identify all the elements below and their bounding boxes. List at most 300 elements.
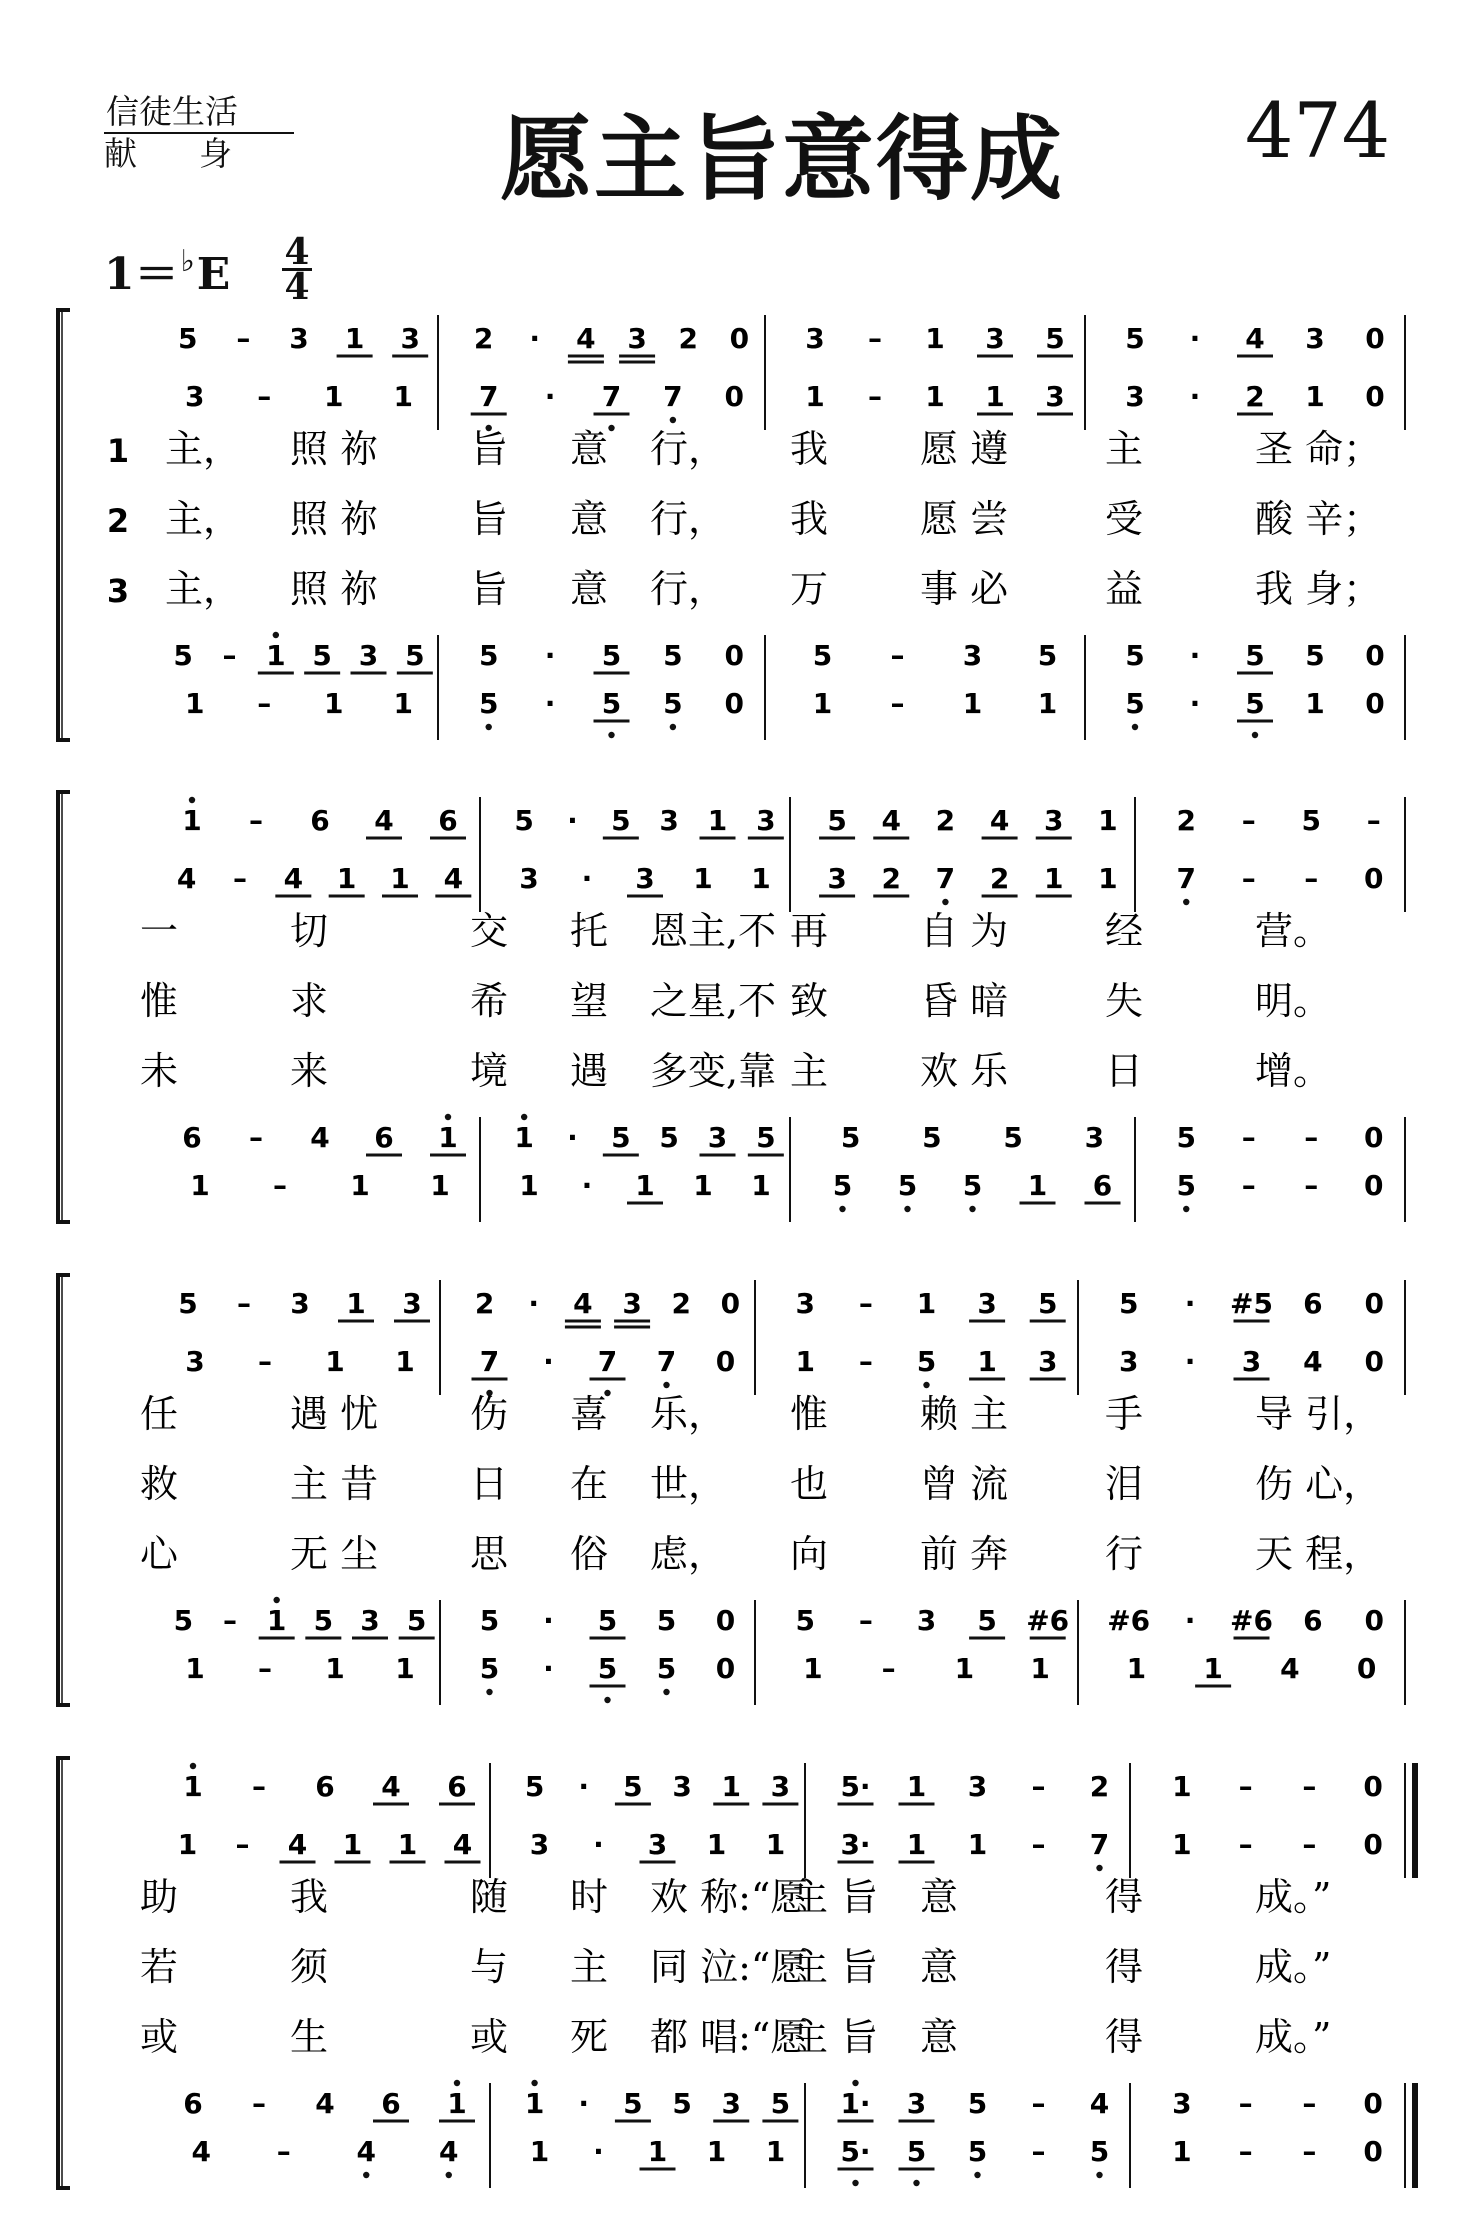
note: 3: [672, 1770, 692, 1803]
note: 0: [724, 639, 745, 672]
note: ·: [567, 804, 578, 837]
note: –: [881, 1652, 896, 1685]
note: –: [1238, 1828, 1253, 1861]
note: 1: [1030, 1652, 1050, 1685]
note: 0: [715, 1345, 736, 1378]
note: 0: [720, 1287, 741, 1320]
note: 4: [573, 1287, 593, 1320]
note: 1: [962, 687, 983, 720]
note: 5: [827, 804, 847, 837]
lyric-syllable: 虑，: [650, 1532, 727, 1576]
note: 1: [183, 1770, 203, 1803]
note: 2: [1176, 804, 1196, 837]
note: 1: [1172, 1828, 1192, 1861]
note: 0: [1364, 1345, 1385, 1378]
note: 5: [756, 1121, 776, 1154]
note: 1: [1305, 687, 1325, 720]
note: 6: [374, 1121, 394, 1154]
note: 1: [395, 1345, 415, 1378]
note: 5: [1045, 322, 1065, 355]
lyric-syllable: 我 身；: [1255, 567, 1382, 611]
note: 1: [1172, 2135, 1192, 2168]
high-octave-dot: [273, 1597, 279, 1603]
note: 1: [906, 1770, 927, 1803]
note: 5: [795, 1604, 816, 1637]
low-octave-dot: [1183, 899, 1189, 905]
high-octave-dot: [454, 2080, 460, 2086]
system-bracket: [58, 1758, 70, 2188]
note: –: [1241, 1121, 1256, 1154]
lyric-syllable: 或: [470, 2015, 509, 2059]
note: ·: [1189, 380, 1201, 413]
note: 5: [1176, 1121, 1196, 1154]
note: –: [258, 1345, 272, 1378]
note: –: [1031, 1828, 1046, 1861]
note: 5: [916, 1345, 937, 1378]
lyric-syllable: 之星,不: [650, 979, 777, 1023]
note: ·: [543, 1345, 554, 1378]
note: 0: [1364, 1287, 1385, 1320]
note: 1: [185, 687, 205, 720]
note: 5: [1118, 1287, 1139, 1320]
note: –: [223, 1604, 237, 1637]
lyric-syllable: 多变,靠: [650, 1049, 777, 1093]
note: 1·: [840, 2087, 871, 2120]
note: 1: [751, 1169, 771, 1202]
high-octave-dot: [273, 632, 279, 638]
note: 6: [310, 804, 330, 837]
note: 1: [524, 2087, 545, 2120]
note: 5: [962, 1169, 983, 1202]
note: 5: [897, 1169, 918, 1202]
note: 3: [756, 804, 776, 837]
lyric-syllable: 心: [140, 1532, 179, 1576]
note: 1: [985, 380, 1005, 413]
note: 6: [438, 804, 458, 837]
note: 4: [381, 1770, 401, 1803]
note: 1: [529, 2135, 550, 2168]
lyric-syllable: 求: [290, 979, 329, 1023]
note: 1: [266, 1604, 287, 1637]
note: –: [249, 1121, 263, 1154]
note: 3: [1118, 1345, 1139, 1378]
low-octave-dot: [1096, 1865, 1102, 1871]
lyric-syllable: 在: [570, 1462, 609, 1506]
note: 5: [623, 2087, 643, 2120]
note: 3: [805, 322, 825, 355]
lyric-syllable: 意: [920, 2015, 959, 2059]
note: 3: [916, 1604, 937, 1637]
lyric-syllable: 行，: [650, 427, 727, 471]
low-octave-dot: [974, 2172, 980, 2178]
category-text: 信徒生活: [104, 92, 294, 134]
high-octave-dot: [852, 2080, 858, 2086]
lyric-syllable: 主 旨: [790, 1875, 879, 1919]
note: 1: [519, 1169, 539, 1202]
note: #6: [1107, 1604, 1151, 1637]
lyric-syllable: 恩主,不: [650, 909, 777, 953]
note: 5: [1245, 687, 1265, 720]
note: –: [1031, 2135, 1046, 2168]
note: 5: [663, 639, 683, 672]
note: 4: [1089, 2087, 1110, 2120]
lyric-syllable: 交: [470, 909, 509, 953]
lyric-syllable: 前 奔: [920, 1532, 1009, 1576]
low-octave-dot: [913, 2180, 919, 2186]
lyric-syllable: 主，: [165, 427, 242, 471]
lyric-syllable: 照 祢: [290, 427, 379, 471]
note: 3: [400, 322, 420, 355]
lyric-syllable: 无 尘: [290, 1532, 379, 1576]
lyric-syllable: 遇 忧: [290, 1392, 379, 1436]
note: 5: [770, 2087, 791, 2120]
lyric-syllable: 我: [790, 497, 829, 541]
note: 2: [935, 804, 956, 837]
note: 3: [1044, 804, 1064, 837]
low-octave-dot: [670, 724, 676, 730]
lyric-syllable: 若: [140, 1945, 179, 1989]
note: 0: [1363, 1770, 1383, 1803]
note: ·: [1184, 1345, 1196, 1378]
note: 0: [1364, 1604, 1385, 1637]
note: 3: [1084, 1121, 1105, 1154]
high-octave-dot: [190, 1763, 196, 1769]
note: –: [1241, 862, 1256, 895]
lyric-syllable: 事 必: [920, 567, 1009, 611]
lyric-syllable: 天 程，: [1255, 1532, 1382, 1576]
note: 5: [611, 804, 631, 837]
note: 5: [922, 1121, 942, 1154]
note: 5: [812, 639, 833, 672]
system-1: [58, 310, 1405, 740]
note: 5: [656, 1652, 677, 1685]
low-octave-dot: [969, 1206, 975, 1212]
note: 1: [393, 380, 413, 413]
note: 1: [977, 1345, 997, 1378]
note: 4: [315, 2087, 335, 2120]
note: 6: [1303, 1287, 1323, 1320]
lyric-syllable: 世，: [650, 1462, 727, 1506]
note: 3: [519, 862, 539, 895]
note: ·: [1189, 687, 1201, 720]
lyric-syllable: 托: [570, 909, 609, 953]
note: 1: [707, 804, 728, 837]
lyric-syllable: 主 旨: [790, 1945, 879, 1989]
lyric-syllable: 意: [570, 567, 609, 611]
note: –: [890, 687, 905, 720]
note: 7: [656, 1345, 677, 1378]
note: 4: [439, 2135, 459, 2168]
lyric-syllable: 酸 辛；: [1255, 497, 1382, 541]
low-octave-dot: [904, 1206, 910, 1212]
note: ·: [544, 380, 556, 413]
note: ·: [544, 639, 556, 672]
note: 5: [173, 1604, 194, 1637]
note: ·: [1184, 1287, 1196, 1320]
system-bracket: [58, 792, 70, 1222]
note: 4: [1245, 322, 1265, 355]
note: 1: [906, 1828, 927, 1861]
lyric-syllable: 望: [570, 979, 609, 1023]
lyric-syllable: 日: [1105, 1049, 1144, 1093]
note: 3: [290, 1287, 310, 1320]
note: 1: [266, 639, 286, 672]
note: 1: [190, 1169, 210, 1202]
note: 1: [647, 2135, 668, 2168]
note: 6: [447, 1770, 467, 1803]
note: ·: [593, 2135, 604, 2168]
note: 1: [350, 1169, 370, 1202]
lyric-syllable: 来: [290, 1049, 329, 1093]
note: 2: [473, 322, 494, 355]
note: 0: [715, 1652, 736, 1685]
note: 5: [601, 687, 622, 720]
lyric-syllable: 得: [1105, 1875, 1144, 1919]
lyric-syllable: 主 旨: [790, 2015, 879, 2059]
note: 5: [659, 1121, 679, 1154]
note: 5: [479, 1604, 500, 1637]
note: 5: [967, 2087, 988, 2120]
note: ·: [1184, 1604, 1196, 1637]
lyric-syllable: 俗: [570, 1532, 609, 1576]
lyric-syllable: 救: [140, 1462, 179, 1506]
note: 3: [707, 1121, 728, 1154]
note: 0: [1364, 1169, 1384, 1202]
lyric-syllable: 成。”: [1255, 2015, 1332, 2059]
note: –: [890, 639, 905, 672]
note: 5: [1089, 2135, 1110, 2168]
note: 6: [381, 2087, 401, 2120]
note: 5: [479, 1652, 500, 1685]
lyric-syllable: 未: [140, 1049, 179, 1093]
note: 3: [795, 1287, 816, 1320]
lyric-syllable: 一: [140, 909, 179, 953]
note: 1: [397, 1828, 418, 1861]
note: 7: [478, 380, 499, 413]
note: 5: [478, 639, 499, 672]
note: 4: [1303, 1345, 1323, 1378]
note: 1: [765, 2135, 786, 2168]
note: 5: [611, 1121, 631, 1154]
note: 1: [812, 687, 833, 720]
note: –: [858, 1287, 873, 1320]
note: –: [1031, 1770, 1046, 1803]
note: 4: [989, 804, 1010, 837]
note: 5: [313, 1604, 334, 1637]
lyric-syllable: 伤 心，: [1255, 1462, 1382, 1506]
lyric-syllable: 万: [790, 567, 829, 611]
lyric-syllable: 时: [570, 1875, 609, 1919]
lyric-syllable: 旨: [470, 427, 509, 471]
note: –: [858, 1345, 873, 1378]
high-octave-dot: [521, 1114, 527, 1120]
lyric-syllable: 增。: [1255, 1049, 1332, 1093]
lyric-syllable: 主: [790, 1049, 829, 1093]
note: 3: [1037, 1345, 1058, 1378]
note: 3: [985, 322, 1005, 355]
note: 5: [1125, 687, 1145, 720]
note: –: [222, 639, 237, 672]
lyric-syllable: 主: [570, 1945, 609, 1989]
high-octave-dot: [445, 1114, 451, 1120]
note: –: [1302, 2135, 1317, 2168]
lyric-syllable: 致: [790, 979, 829, 1023]
note: 4: [374, 804, 394, 837]
note: 1: [635, 1169, 655, 1202]
note: 7: [597, 1345, 618, 1378]
lyric-syllable: 经: [1105, 909, 1144, 953]
note: 3: [358, 639, 379, 672]
note: 7: [663, 380, 683, 413]
note: 1: [1044, 862, 1064, 895]
system-bracket: [58, 310, 70, 740]
note: 6: [315, 1770, 335, 1803]
note: 3: [1305, 322, 1325, 355]
note: –: [868, 380, 882, 413]
note: 5: [478, 687, 499, 720]
note: 1: [325, 1345, 345, 1378]
lyric-syllable: 照 祢: [290, 497, 379, 541]
lyric-syllable: 主，: [165, 567, 242, 611]
note: –: [258, 1652, 272, 1685]
lyric-syllable: 或: [140, 2015, 179, 2059]
note: 5: [1037, 1287, 1058, 1320]
note: 0: [724, 687, 745, 720]
note: 3: [647, 1828, 668, 1861]
low-octave-dot: [486, 724, 492, 730]
note: –: [1304, 862, 1319, 895]
lyric-syllable: 行，: [650, 497, 727, 541]
note: 3: [185, 1345, 205, 1378]
note: –: [1366, 804, 1381, 837]
lyric-syllable: 我: [290, 1875, 329, 1919]
note: 1: [390, 862, 410, 895]
note: 1: [430, 1169, 450, 1202]
note: 3: [402, 1287, 422, 1320]
note: 1: [765, 1828, 786, 1861]
note: ·: [581, 862, 593, 895]
note: 1: [925, 380, 945, 413]
lyric-syllable: 再: [790, 909, 829, 953]
note: 1: [721, 1770, 741, 1803]
note: 4: [452, 1828, 473, 1861]
note: –: [276, 2135, 291, 2168]
note: 0: [1356, 1652, 1377, 1685]
note: 3: [185, 380, 205, 413]
note: 1: [185, 1652, 205, 1685]
lyric-syllable: 任: [140, 1392, 179, 1436]
note: –: [236, 322, 251, 355]
note: 4: [356, 2135, 376, 2168]
note: 2: [989, 862, 1010, 895]
low-octave-dot: [663, 1689, 669, 1695]
note: 5: [597, 1652, 618, 1685]
note: 2: [671, 1287, 691, 1320]
note: 1: [693, 1169, 713, 1202]
note: –: [237, 1287, 251, 1320]
note: 7: [479, 1345, 500, 1378]
note: ·: [1189, 322, 1201, 355]
note: 4: [287, 1828, 308, 1861]
note: ·: [528, 1287, 540, 1320]
note: 3: [360, 1604, 380, 1637]
note: 5: [312, 639, 332, 672]
lyric-syllable: 惟: [790, 1392, 829, 1436]
lyric-syllable: 昏 暗: [920, 979, 1009, 1023]
note: –: [257, 687, 272, 720]
key-prefix: 1＝: [104, 249, 179, 300]
note: 4: [191, 2135, 211, 2168]
lyric-syllable: 明。: [1255, 979, 1332, 1023]
lyric-syllable: 行: [1105, 1532, 1144, 1576]
low-octave-dot: [839, 1206, 845, 1212]
note: 3: [1172, 2087, 1192, 2120]
note: 0: [1363, 2135, 1383, 2168]
note: 5: [178, 1287, 198, 1320]
note: #6: [1230, 1604, 1273, 1637]
lyric-syllable: 照 祢: [290, 567, 379, 611]
note: 3: [659, 804, 679, 837]
note: –: [252, 2087, 266, 2120]
note: 7: [1089, 1828, 1110, 1861]
note: 6: [182, 1121, 202, 1154]
note: –: [1302, 2087, 1317, 2120]
note: 1: [514, 1121, 534, 1154]
verse-number: 2: [106, 502, 130, 540]
note: –: [1238, 2135, 1253, 2168]
time-bottom: 4: [284, 266, 310, 308]
note: 1: [1172, 1770, 1192, 1803]
note: 1: [706, 1828, 727, 1861]
note: 4: [576, 322, 596, 355]
lyric-syllable: 喜: [570, 1392, 609, 1436]
lyric-syllable: 境: [470, 1049, 509, 1093]
hymn-title: 愿主旨意得成: [500, 105, 1065, 213]
low-octave-dot: [942, 899, 948, 905]
low-octave-dot: [604, 1697, 610, 1703]
note: 2: [474, 1287, 495, 1320]
note: ·: [567, 1121, 578, 1154]
note: –: [249, 804, 263, 837]
note: –: [252, 1770, 266, 1803]
note: 0: [1365, 322, 1385, 355]
note: 5: [1003, 1121, 1023, 1154]
note: 0: [1364, 862, 1384, 895]
note: –: [868, 322, 882, 355]
note: 3: [1045, 380, 1065, 413]
note: 5: [601, 639, 622, 672]
verse-number: 3: [106, 572, 130, 610]
note: –: [858, 1604, 873, 1637]
lyric-syllable: 愿 遵: [920, 427, 1009, 471]
low-octave-dot: [608, 732, 614, 738]
note: 3: [1241, 1345, 1262, 1378]
note: 4: [176, 862, 197, 895]
note: ·: [544, 687, 556, 720]
note: #6: [1026, 1604, 1070, 1637]
note: 3: [289, 322, 309, 355]
lyric-syllable: 欢 乐: [920, 1049, 1009, 1093]
note: 3: [906, 2087, 927, 2120]
note: 5: [663, 687, 683, 720]
low-octave-dot: [663, 1382, 669, 1388]
note: 0: [715, 1604, 736, 1637]
note: ·: [529, 322, 541, 355]
low-octave-dot: [363, 2172, 369, 2178]
note: 1: [967, 1828, 988, 1861]
note: 4: [283, 862, 304, 895]
note: 3: [977, 1287, 997, 1320]
